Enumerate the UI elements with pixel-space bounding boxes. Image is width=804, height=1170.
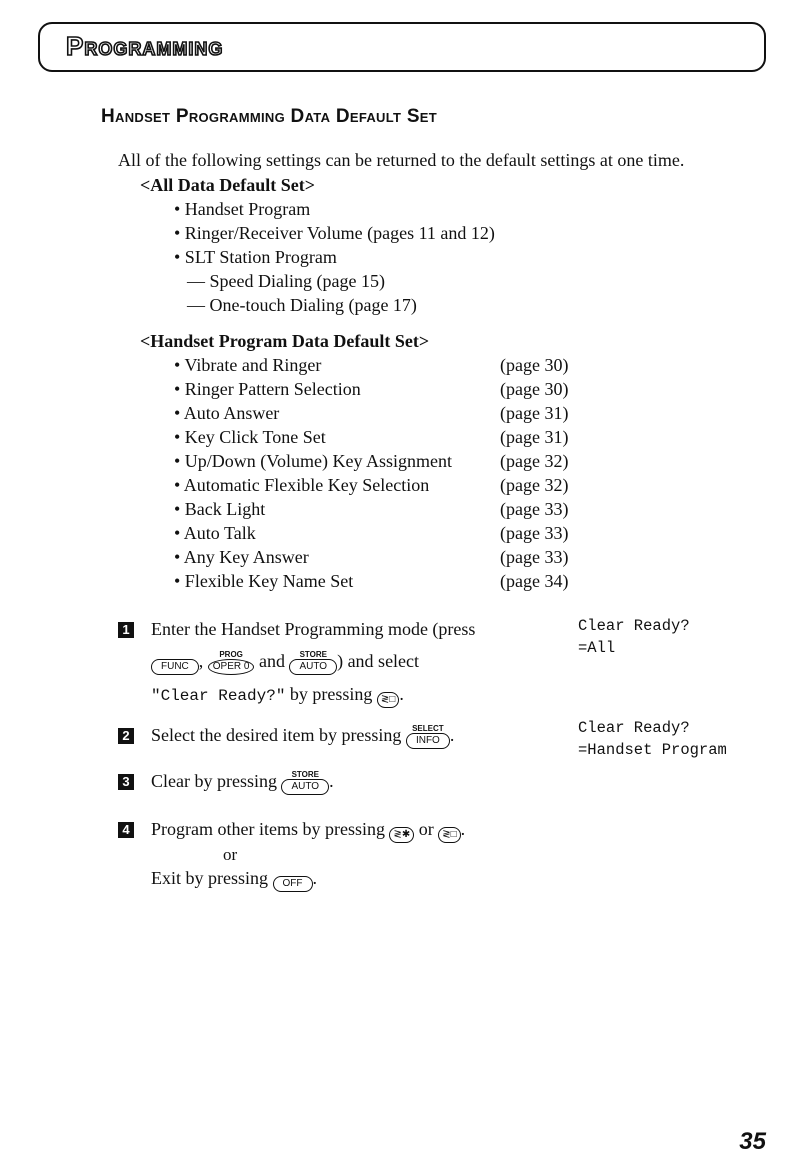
period: .	[399, 684, 404, 704]
step-number-3: 3	[118, 774, 134, 790]
period: .	[329, 771, 334, 791]
func-key: FUNC	[151, 659, 199, 675]
step-1-line3	[151, 684, 404, 708]
and-select-text: ) and select	[337, 651, 420, 671]
period: .	[449, 725, 455, 745]
page-reference: (page 33)	[500, 499, 569, 519]
step-4-text	[151, 819, 465, 843]
page-reference: (page 30)	[500, 379, 569, 399]
list-item: • Key Click Tone Set	[174, 427, 326, 447]
auto-key-label: AUTO	[291, 781, 320, 792]
page-reference: (page 33)	[500, 523, 569, 543]
all-data-heading: <All Data Default Set>	[140, 175, 315, 195]
page-number: 35	[739, 1128, 766, 1155]
list-item: • Flexible Key Name Set	[174, 571, 354, 591]
info-key-label: INFO	[415, 735, 440, 746]
or-text: or	[418, 819, 434, 839]
up-key: ≷✱	[389, 827, 414, 843]
info-key	[406, 724, 450, 749]
step-2-label: Select the desired item by pressing	[151, 725, 402, 745]
step-number-4: 4	[118, 822, 134, 838]
down-key: ≷□	[377, 692, 399, 708]
period: .	[312, 868, 317, 888]
lcd-display-1: Clear Ready? =All	[578, 617, 690, 657]
list-item: • SLT Station Program	[174, 247, 337, 267]
select-key-label: SELECT	[412, 724, 444, 733]
and-text: and	[258, 651, 285, 671]
oper-key	[208, 650, 255, 675]
list-subitem: — One-touch Dialing (page 17)	[187, 295, 417, 315]
down-key: ≷□	[438, 827, 460, 843]
list-item: • Back Light	[174, 499, 266, 519]
step-3-text	[151, 771, 334, 795]
intro-text: All of the following settings can be returned to the default settings at one time.	[118, 150, 685, 170]
step-4-label: Program other items by pressing	[151, 819, 385, 839]
or-separator: or	[223, 845, 238, 864]
page-reference: (page 32)	[500, 451, 569, 471]
list-item: • Handset Program	[174, 199, 311, 219]
chapter-title: Programming	[66, 31, 224, 61]
list-item: • Auto Talk	[174, 523, 256, 543]
step-number-2: 2	[118, 728, 134, 744]
auto-key	[281, 770, 329, 795]
auto-key-label: AUTO	[299, 661, 328, 672]
list-item: • Ringer Pattern Selection	[174, 379, 361, 399]
list-item: • Up/Down (Volume) Key Assignment	[174, 451, 452, 471]
lcd-display-2: Clear Ready? =Handset Program	[578, 719, 727, 759]
page-reference: (page 34)	[500, 571, 569, 591]
clear-ready-quote: "Clear Ready?"	[151, 687, 286, 705]
page-reference: (page 31)	[500, 427, 569, 447]
step-2-text	[151, 725, 454, 749]
period: .	[460, 819, 466, 839]
prog-key-label: PROG	[219, 650, 243, 659]
list-subitem: — Speed Dialing (page 15)	[187, 271, 385, 291]
auto-key	[289, 650, 337, 675]
list-item: • Vibrate and Ringer	[174, 355, 322, 375]
chapter-banner	[38, 22, 766, 72]
page-reference: (page 32)	[500, 475, 569, 495]
list-item: • Any Key Answer	[174, 547, 309, 567]
oper-key-label: OPER 0	[212, 661, 250, 672]
handset-data-heading: <Handset Program Data Default Set>	[140, 331, 430, 351]
by-pressing-text: by pressing	[289, 684, 373, 704]
list-item: • Auto Answer	[174, 403, 280, 423]
store-key-label: STORE	[299, 650, 327, 659]
page-reference: (page 30)	[500, 355, 569, 375]
off-key: OFF	[273, 876, 313, 892]
step-3-label: Clear by pressing	[151, 771, 277, 791]
exit-text	[151, 868, 317, 892]
list-item: • Ringer/Receiver Volume (pages 11 and 12)	[174, 223, 495, 243]
step-number-1: 1	[118, 622, 134, 638]
list-item: • Automatic Flexible Key Selection	[174, 475, 430, 495]
step-1-text: Enter the Handset Programming mode (press	[151, 619, 476, 639]
exit-label: Exit by pressing	[151, 868, 268, 888]
page-reference: (page 33)	[500, 547, 569, 567]
page-reference: (page 31)	[500, 403, 569, 423]
section-title: Handset Programming Data Default Set	[101, 106, 438, 127]
store-key-label: STORE	[291, 770, 319, 779]
step-1-keys-line: FUNC , PROG OPER 0 and STORE AUTO ) and select	[151, 651, 419, 675]
